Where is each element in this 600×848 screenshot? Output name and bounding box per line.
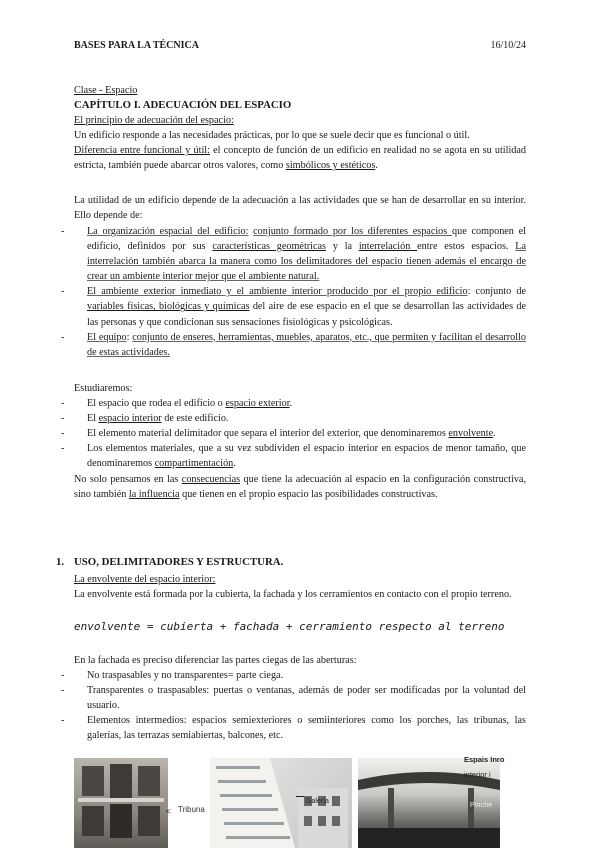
study-closing-paragraph xyxy=(74,472,526,502)
underlined-term: la influencia xyxy=(128,488,180,500)
envelope-subheading: La envolvente del espacio interior: xyxy=(74,574,216,585)
bullet-dash: - xyxy=(61,413,65,425)
underlined-term: espacio exterior xyxy=(225,398,290,410)
underlined-term: La organización espacial del edificio: xyxy=(87,226,249,237)
building-facade-graphic xyxy=(74,758,168,848)
text-run: No solo pensamos en las xyxy=(74,473,182,485)
class-label: Clase - Espacio xyxy=(74,85,138,96)
text-run: el concepto de función de un edificio en realidad no se agota en su utilidad estricta, también puede abarcar otros valores, como xyxy=(74,145,527,172)
underlined-term: variables físicas, biológicas y químicas xyxy=(87,301,250,313)
study-section xyxy=(61,381,527,502)
text-run: Elementos intermedios: espacios semiexteriores o semiinteriores como los porches, las tribunas, las galerías, las terrazas semiabiertas, balcones, etc. xyxy=(87,715,526,742)
chapter-title: CAPÍTULO I. ADECUACIÓN DEL ESPACIO xyxy=(74,99,292,112)
header-date: 16/10/24 xyxy=(490,40,526,51)
text-run: Transparentes o traspasables: puertas o ventanas, además de poder ser modificadas por la voluntad del usuario. xyxy=(87,685,526,712)
bullet-dash: - xyxy=(61,331,65,343)
text-run: El xyxy=(87,413,99,425)
text-run: del aire de ese espacio en el que se desarrollan las actividades de las personas y que condicionan sus sensaciones fisiológicas y psicológicas. xyxy=(87,301,526,328)
bullet-dash: - xyxy=(61,685,65,697)
list-item xyxy=(61,396,526,411)
list-item xyxy=(61,668,526,683)
bullet-dash: - xyxy=(61,715,65,727)
label-espais xyxy=(464,752,534,782)
intro-section xyxy=(74,83,526,174)
gallery-building-graphic xyxy=(210,758,352,848)
study-heading: Estudiaremos: xyxy=(74,383,133,394)
underlined-term: Diferencia entre funcional y útil: xyxy=(74,145,210,157)
underlined-term: envolvente xyxy=(448,428,494,440)
underlined-term: conjunto formado por los diferentes espacios xyxy=(253,226,452,237)
section-number: 1. xyxy=(56,556,65,568)
label-porche: Porche xyxy=(470,802,493,809)
bullet-dash: - xyxy=(61,226,65,237)
intro-paragraph-1: Un edificio responde a las necesidades prácticas, por lo que se suele decir que es funcional o útil. xyxy=(74,130,470,142)
label-galeria: Galería xyxy=(306,798,329,805)
underlined-term: La interrelación también abarca la manera como los delimitadores del espacio tienen además el encargo de crear un ambiente interior mejor que el ambiente natural. xyxy=(87,241,527,283)
bullet-dash: - xyxy=(61,286,65,298)
text-run: . xyxy=(233,458,236,470)
adequacy-list xyxy=(61,224,527,360)
text-run: . xyxy=(375,160,378,172)
facade-photo-tribuna xyxy=(74,758,168,848)
text-run: y la xyxy=(326,241,359,253)
header-title: BASES PARA LA TÉCNICA xyxy=(74,40,199,51)
bullet-dash: - xyxy=(61,428,65,440)
section-title: USO, DELIMITADORES Y ESTRUCTURA. xyxy=(74,556,284,568)
underlined-term: espacio interior xyxy=(98,413,162,425)
underlined-term: El equipo xyxy=(87,331,127,343)
list-item xyxy=(61,713,526,743)
list-item xyxy=(61,411,526,426)
list-item xyxy=(61,284,526,329)
label-tribuna: Tribuna xyxy=(178,805,205,814)
underlined-term: características geométricas xyxy=(212,241,327,253)
text-run: de este edificio. xyxy=(161,413,229,425)
text-run: entre estos espacios. xyxy=(417,241,516,253)
list-item xyxy=(61,683,526,713)
underlined-term: consecuencias xyxy=(181,473,241,485)
text-run: . xyxy=(493,428,496,440)
underlined-term: interrelación xyxy=(358,241,418,253)
label-espais-line1: Espais Inro xyxy=(464,755,505,764)
list-item xyxy=(61,224,527,284)
text-run: No traspasables y no transparentes= parte ciega. xyxy=(87,670,284,682)
intro-paragraph-3: La utilidad de un edificio depende de la adecuación a las actividades que se han de desarrollar en su interior. Ello depende de: xyxy=(74,195,526,222)
text-run: que tiene la adecuación al espacio en la configuración constructiva, sino también xyxy=(74,473,527,500)
facade-section xyxy=(61,653,526,744)
bullet-dash: - xyxy=(61,670,65,682)
underlined-term: El ambiente exterior inmediato y el ambiente interior producido por el propio edificio xyxy=(87,286,468,298)
building-photo-galeria xyxy=(210,758,352,848)
label-espais-line2: interior i xyxy=(464,770,491,780)
list-item xyxy=(61,426,526,441)
text-run: que componen el edificio, definidos por sus xyxy=(87,226,527,253)
facade-paragraph: En la fachada es preciso diferenciar las partes ciegas de las aberturas: xyxy=(74,655,357,666)
text-run: : conjunto de xyxy=(467,286,526,298)
text-run: Los elementos materiales, que a su vez subdividen el espacio interior en espacios de menor tamaño, que denominaremos xyxy=(87,443,526,470)
text-run: El elemento material delimitador que separa el interior del exterior, que denominaremos xyxy=(87,428,449,440)
list-item xyxy=(61,441,526,471)
arrow-icon: < xyxy=(166,807,171,816)
envelope-formula: envolvente = cubierta + fachada + cerramiento respecto al terreno xyxy=(74,620,505,633)
text-run: : xyxy=(126,331,133,343)
text-run: . xyxy=(289,398,293,410)
underlined-term: conjunto de enseres, herramientas, muebles, aparatos, etc., que permiten y facilitan el desarrollo de estas actividades. xyxy=(87,331,527,358)
bullet-dash: - xyxy=(61,398,65,410)
bullet-dash: - xyxy=(61,443,65,455)
arrow-line xyxy=(296,796,304,797)
underlined-term: compartimentación xyxy=(154,458,234,470)
intro-paragraph-2 xyxy=(74,143,526,173)
underlined-term: simbólicos y estéticos xyxy=(285,160,376,172)
envelope-paragraph: La envolvente está formada por la cubierta, la fachada y los cerramientos en contacto con el propio terreno. xyxy=(74,589,512,601)
text-run: El espacio que rodea el edificio o xyxy=(87,398,226,410)
section1-body xyxy=(74,572,526,602)
principle-heading: El principio de adecuación del espacio: xyxy=(74,115,234,127)
list-item xyxy=(61,330,527,360)
text-run: que tienen en el propio espacio las posibilidades constructivas. xyxy=(179,488,438,500)
